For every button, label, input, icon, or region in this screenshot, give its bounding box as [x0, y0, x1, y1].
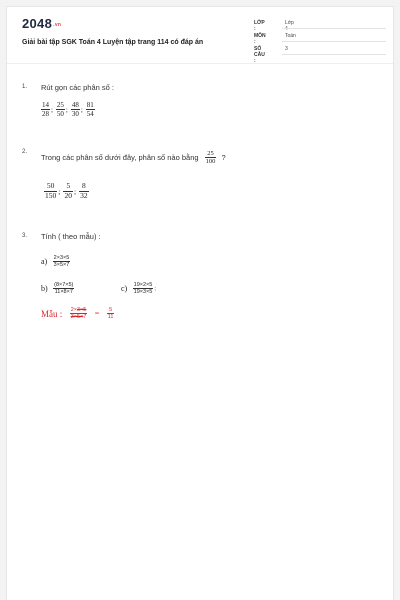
fraction-numerator: 8 — [79, 182, 89, 192]
fraction-numerator: 50 — [44, 182, 57, 192]
meta-underline — [282, 28, 386, 29]
meta-class-label: LỚP : — [254, 20, 265, 32]
separator: ; — [51, 105, 53, 114]
fraction-denominator: 30 — [71, 110, 79, 119]
fraction-denominator: 50 — [56, 110, 64, 119]
separator: ; — [73, 186, 77, 196]
question-2-prompt: Trong các phân số dưới đây, phân số nào bằng — [41, 152, 199, 162]
question-3-item-b — [41, 280, 74, 298]
logo-text: 2048 — [22, 16, 53, 31]
fraction-numerator — [70, 307, 88, 314]
equals-sign: = — [94, 309, 100, 319]
fraction-numerator: 19×2×5 — [133, 281, 153, 288]
fraction-numerator: 81 — [86, 101, 94, 109]
separator: ; — [80, 105, 83, 114]
meta-count-label: SỐ CÂU : — [254, 46, 265, 64]
fraction-denominator: 11×8×7 — [54, 289, 73, 296]
question-2-text — [41, 150, 226, 166]
fraction — [53, 282, 74, 296]
question-1-text: Rút gọn các phân số : — [41, 83, 114, 92]
fraction-denominator — [70, 314, 88, 320]
meta-underline — [282, 54, 386, 55]
result-fraction — [107, 307, 115, 321]
question-1-number: 1. — [22, 84, 28, 90]
fraction — [41, 101, 50, 118]
cancelled-factor: 3×5 — [76, 306, 87, 313]
question-3-item-c — [121, 280, 157, 298]
target-fraction — [205, 150, 217, 166]
meta-class-value: Lớp 4 — [285, 20, 294, 32]
meta-subject-label: MÔN : — [254, 33, 266, 45]
separator: ; — [65, 105, 68, 114]
fraction-numerator: 14 — [42, 101, 49, 109]
fraction-denominator: 54 — [86, 110, 94, 119]
fraction — [44, 182, 57, 200]
fraction — [63, 182, 73, 200]
fraction-denominator: 28 — [42, 110, 49, 119]
meta-count-value: 3 — [285, 46, 288, 52]
fraction — [56, 101, 65, 118]
item-label: b) — [41, 284, 48, 294]
site-logo[interactable] — [22, 16, 61, 31]
fraction-denominator: 19×3×5 — [133, 289, 153, 296]
fraction-denominator: 32 — [80, 190, 88, 200]
fraction — [71, 101, 80, 118]
kept-factor: 7 — [83, 314, 87, 321]
fraction-numerator: 48 — [71, 101, 79, 109]
fraction-numerator: 5 — [63, 182, 73, 192]
document-title: Giải bài tập SGK Toán 4 Luyện tập trang 114 có đáp án — [22, 39, 204, 46]
cancelled-factor: 3×5× — [70, 314, 84, 321]
kept-factor: 2× — [70, 306, 77, 313]
meta-underline — [282, 41, 386, 42]
separator: ; — [58, 186, 61, 196]
fraction — [86, 101, 95, 118]
example-label: Mẫu : — [41, 308, 63, 319]
fraction-denominator: 20 — [64, 190, 72, 200]
meta-subject-value: Toán — [285, 33, 296, 39]
question-1-fractions — [41, 101, 95, 118]
question-3-item-a — [41, 253, 70, 271]
fraction — [133, 282, 154, 296]
fraction-denominator: 100 — [205, 158, 216, 166]
item-label: c) — [121, 284, 128, 294]
fraction-denominator: 150 — [45, 190, 57, 200]
fraction-denominator: 3×5×7 — [53, 262, 70, 269]
question-mark: ? — [221, 152, 226, 162]
question-2-number: 2. — [22, 149, 28, 155]
question-3-number: 3. — [22, 233, 28, 239]
example-fraction — [70, 307, 88, 321]
fraction-numerator: 5 — [107, 307, 115, 314]
fraction-numerator: (8×7×5) — [54, 281, 74, 288]
question-2-fractions — [44, 182, 89, 200]
fraction — [53, 255, 71, 269]
fraction-numerator: 2×3×5 — [53, 254, 70, 261]
logo-suffix: .vn — [53, 22, 62, 28]
document-page — [6, 6, 394, 600]
fraction — [79, 182, 89, 200]
item-label: a) — [41, 257, 48, 267]
fraction-numerator: 25 — [56, 101, 64, 109]
worked-example — [41, 305, 114, 323]
document-header — [7, 7, 393, 64]
fraction-denominator: 11 — [107, 314, 114, 321]
fraction-numerator: 25 — [205, 150, 217, 158]
separator: ; — [154, 285, 156, 292]
question-3-text: Tính ( theo mẫu) : — [41, 232, 101, 241]
